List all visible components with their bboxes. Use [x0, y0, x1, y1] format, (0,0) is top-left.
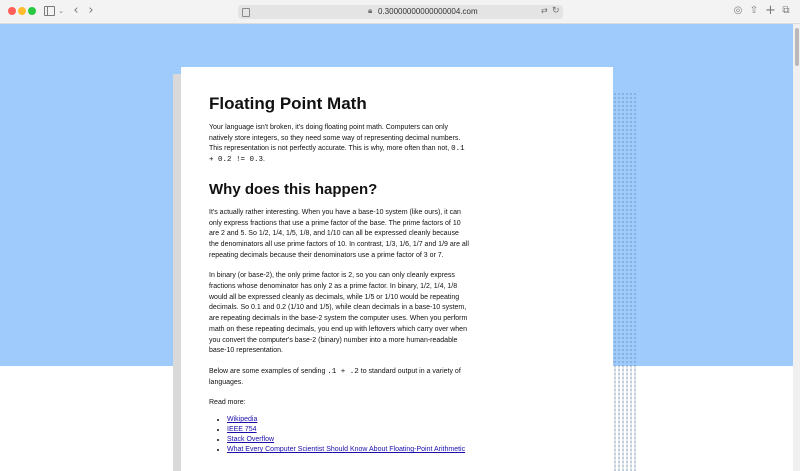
card-shadow	[173, 74, 181, 471]
tabs-overview-icon[interactable]: ⧉	[782, 5, 790, 16]
page-title: Floating Point Math	[209, 94, 367, 113]
close-window-button[interactable]	[8, 7, 16, 15]
examples-text-end: to standard output in a variety of languages.	[209, 367, 461, 386]
link-goldberg-paper[interactable]: What Every Computer Scientist Should Know About Floating-Point Arithmetic	[227, 446, 466, 454]
extension-icon[interactable]: ◎	[733, 5, 743, 16]
scrollbar-track[interactable]	[793, 24, 800, 471]
chevron-left-icon[interactable]: ‹	[73, 3, 79, 18]
link-wikipedia[interactable]: Wikipedia	[227, 416, 258, 424]
list-item	[227, 415, 469, 425]
examples-code: .1 + .2	[327, 367, 359, 376]
examples-text: Below are some examples of sending	[209, 367, 328, 375]
plus-icon[interactable]: +	[765, 3, 776, 18]
list-item	[227, 435, 469, 445]
intro-paragraph	[209, 123, 469, 166]
address-url[interactable]: 0.30000000000000004.com	[378, 7, 478, 16]
link-stack-overflow[interactable]: Stack Overflow	[227, 436, 275, 444]
read-more-label: Read more:	[209, 399, 246, 407]
article	[209, 66, 469, 455]
minimize-window-button[interactable]	[18, 7, 26, 15]
section-heading: Why does this happen?	[209, 180, 378, 198]
intro-text-end: .	[263, 156, 265, 164]
list-item	[227, 425, 469, 435]
reload-icon[interactable]: ↻	[552, 5, 560, 15]
lock-icon: 🔒︎	[368, 6, 373, 15]
list-item	[227, 445, 469, 455]
link-ieee-754[interactable]: IEEE 754	[227, 426, 257, 434]
examples-paragraph	[209, 367, 469, 388]
translate-icon[interactable]: ⇄	[541, 6, 548, 15]
scrollbar-thumb[interactable]	[795, 28, 799, 66]
intro-code: 0.1 + 0.2 != 0.3	[209, 145, 465, 165]
browser-toolbar	[0, 0, 800, 24]
intro-text: Your language isn't broken, it's doing floating point math. Computers can only natively store integers, so they need some way of representing decimal numbers. This representation is not perfectly accurate. This is why, more often than not,	[209, 124, 461, 153]
chevron-right-icon[interactable]: ›	[88, 3, 94, 18]
chevron-down-icon[interactable]: ⌄	[58, 7, 64, 15]
sidebar-icon[interactable]	[43, 4, 55, 18]
explanation-paragraph-1: It's actually rather interesting. When you have a base-10 system (like ours), it can only express fractions that use a prime factor of the base. The prime factors of 10 are 2 and 5. So 1/2, 1/4, 1/5, 1/8, and 1/10 can all be expressed cleanly because the denominators all use prime factors of 10. In contrast, 1/3, 1/6, 1/7 and 1/9 are all repeating decimals because their denominators use a prime factor of 3 or 7.	[209, 208, 469, 259]
explanation-paragraph-2: In binary (or base-2), the only prime factor is 2, so you can only cleanly express fractions whose denominator has only 2 as a prime factor. In binary, 1/2, 1/4, 1/8 would all be expressed cleanly as decimals, while 1/5 or 1/10 would be repeating decimals. So 0.1 and 0.2 (1/10 and 1/5), while clean decimals in a base-10 system, are repeating decimals in the base-2 system the computer uses. When you perform math on these repeating decimals, you end up with leftovers which carry over when you convert the computer's base-2 (binary) number into a more human-readable base-10 representation.	[209, 272, 468, 355]
zoom-window-button[interactable]	[28, 7, 36, 15]
address-bar[interactable]	[238, 5, 563, 19]
dot-pattern-decoration-lower	[613, 366, 636, 471]
read-more-list	[209, 415, 469, 455]
page-settings-icon[interactable]	[242, 8, 250, 17]
share-icon[interactable]: ⇧	[749, 5, 759, 16]
